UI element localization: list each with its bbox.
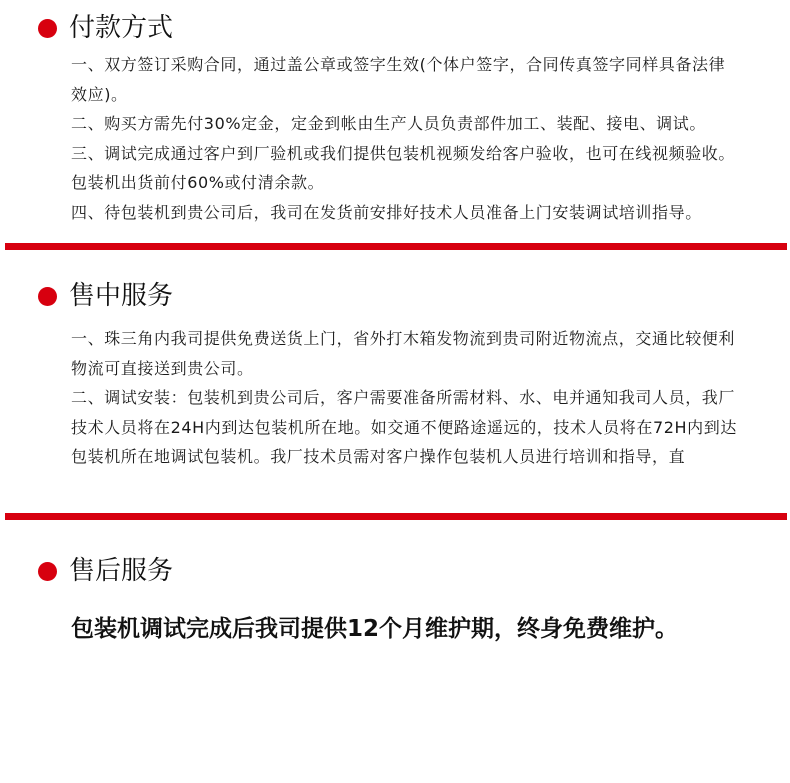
in-sale-paragraph: 一、珠三角内我司提供免费送货上门，省外打木箱发物流到贵司附近物流点，交通比较便利物流可直接送到贵公司。 bbox=[71, 329, 736, 378]
payment-paragraph: 二、购买方需先付30%定金，定金到帐由生产人员负责部件加工、装配、接电、调试。 bbox=[71, 114, 706, 133]
after-sale-heading bbox=[38, 554, 173, 588]
in-sale-paragraph: 二、调试安装：包装机到贵公司后，客户需要准备所需材料、水、电并通知我司人员，我厂技术人员将在24H内到达包装机所在地。如交通不便路途遥远的，技术人员将在72H内到达包装机所在地调试包装机。我厂技术员需对客户操作包装机人员进行培训和指导，直 bbox=[71, 388, 737, 466]
payment-body bbox=[71, 50, 739, 227]
payment-paragraph: 四、待包装机到贵公司后，我司在发货前安排好技术人员准备上门安装调试培训指导。 bbox=[71, 202, 702, 222]
in-sale-title: 售中服务 bbox=[69, 281, 174, 311]
section-divider bbox=[5, 243, 787, 250]
after-sale-title: 售后服务 bbox=[69, 556, 174, 586]
red-bullet-icon bbox=[38, 562, 57, 581]
in-sale-body-clip bbox=[0, 324, 790, 474]
red-bullet-icon bbox=[38, 287, 57, 306]
payment-paragraph: 一、双方签订采购合同，通过盖公章或签字生效(个体户签字，合同传真签字同样具备法律效应)。 bbox=[71, 55, 726, 104]
red-bullet-icon bbox=[38, 19, 57, 38]
payment-paragraph: 三、调试完成通过客户到厂验机或我们提供包装机视频发给客户验收，也可在线视频验收。包装机出货前付60%或付清余款。 bbox=[71, 143, 736, 192]
in-sale-body bbox=[71, 324, 739, 472]
payment-heading bbox=[38, 11, 173, 45]
section-divider bbox=[5, 513, 787, 520]
payment-title: 付款方式 bbox=[69, 13, 174, 43]
in-sale-heading bbox=[38, 279, 173, 313]
after-sale-statement: 包装机调试完成后我司提供12个月维护期，终身免费维护。 bbox=[71, 616, 679, 642]
